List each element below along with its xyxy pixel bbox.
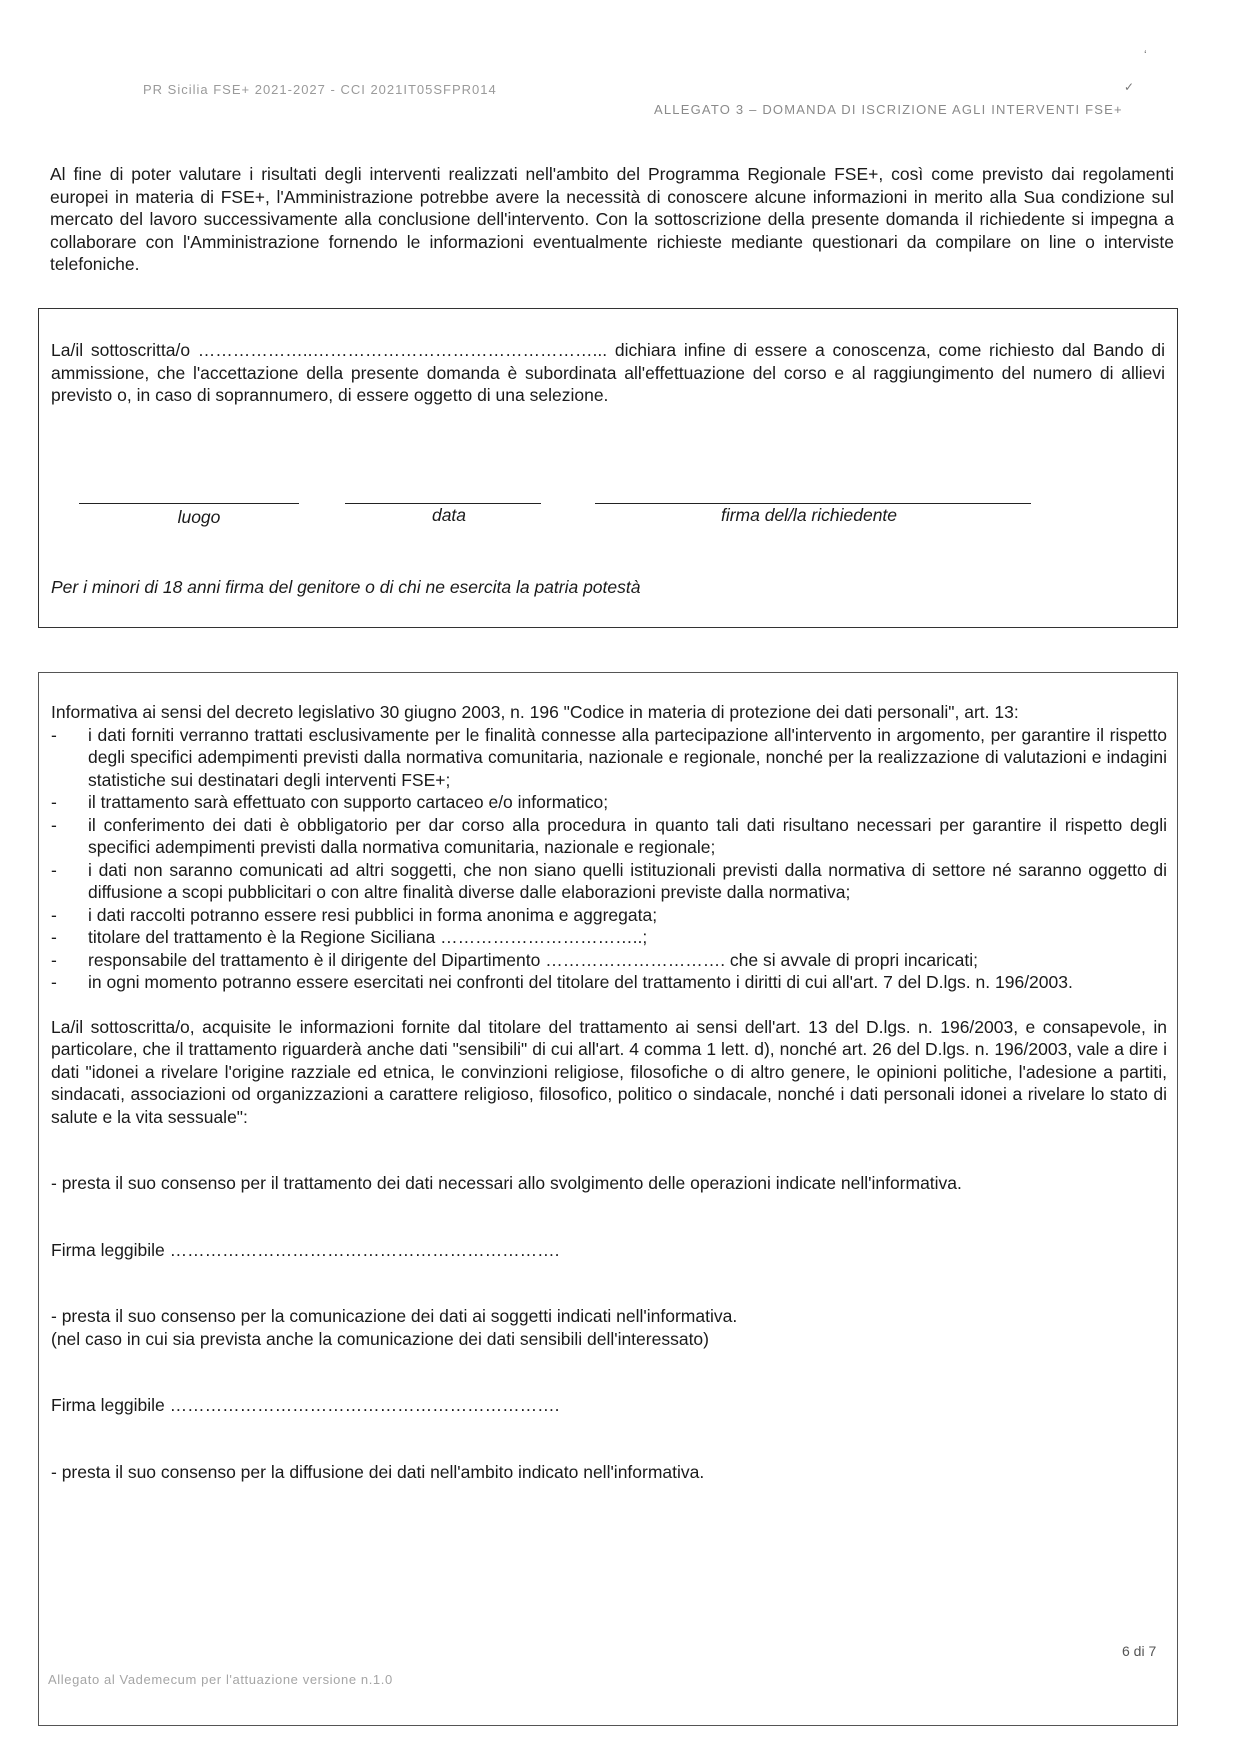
list-item: - i dati forniti verranno trattati esclusivamente per le finalità connesse alla partecipazione all'intervento in argomento, per garantire il rispetto degli specifici adempimenti previsti dalla normativa comunitaria, nazionale e regionale, nonché per la realizzazione di valutazioni e indagini statistiche sui destinatari degli interventi FSE+; [51, 724, 1167, 790]
list-item: - i dati non saranno comunicati ad altri soggetti, che non siano quelli istituzionali previsti dalla normativa di settore né saranno oggetto di diffusione a scopi pubblicitari o con altre finalità diverse dalle elaborazioni previste dalla normativa; [51, 859, 1167, 902]
header-program: PR Sicilia FSE+ 2021-2027 - CCI 2021IT05SFPR014 [143, 82, 497, 97]
consent-diffusion: - presta il suo consenso per la diffusione dei dati nell'ambito indicato nell'informativa. [51, 1461, 705, 1482]
declaration-box [38, 308, 1178, 628]
firma-label: firma del/la richiedente [720, 505, 898, 525]
list-item: - il trattamento sarà effettuato con supporto cartaceo e/o informatico; [51, 792, 609, 812]
luogo-line[interactable] [79, 503, 299, 504]
page-number: 6 di 7 [1122, 1643, 1157, 1659]
header-annex: ALLEGATO 3 – DOMANDA DI ISCRIZIONE AGLI INTERVENTI FSE+ [654, 102, 1123, 117]
data-label: data [431, 505, 467, 525]
list-item: - il conferimento dei dati è obbligatorio per dar corso alla procedura in quanto tali dati risultano necessari per garantire il rispetto degli specifici adempimenti previsti dalla normativa comunitaria, nazionale e regionale; [51, 814, 1167, 857]
informativa-list [51, 724, 1167, 994]
list-item: - in ogni momento potranno essere esercitati nei confronti del titolare del trattamento i diritti di cui all'art. 7 del D.lgs. n. 196/2003. [51, 972, 1073, 992]
scan-mark: ʻ [1144, 48, 1147, 62]
data-line[interactable] [345, 503, 541, 504]
firma-line[interactable] [595, 503, 1031, 504]
consent-processing: - presta il suo consenso per il trattamento dei dati necessari allo svolgimento delle operazioni indicate nell'informativa. [51, 1173, 962, 1193]
firma-leggibile-2[interactable]: Firma leggibile …………………………………………………………. [51, 1395, 560, 1415]
informativa-heading: Informativa ai sensi del decreto legislativo 30 giugno 2003, n. 196 "Codice in materia di protezione dei dati personali", art. 13: [51, 702, 1019, 722]
consent-communication: - presta il suo consenso per la comunicazione dei dati ai soggetti indicati nell'informativa. [51, 1306, 738, 1326]
check-mark: ✓ [1124, 80, 1135, 94]
firma-leggibile-1[interactable]: Firma leggibile …………………………………………………………. [51, 1239, 560, 1260]
consent-communication-note: (nel caso in cui sia prevista anche la comunicazione dei dati sensibili dell'interessato) [51, 1328, 709, 1349]
intro-paragraph: Al fine di poter valutare i risultati degli interventi realizzati nell'ambito del Programma Regionale FSE+, così come previsto dai regolamenti europei in materia di FSE+, l'Amministrazione potrebbe avere la necessità di conoscere alcune informazioni in merito alla Sua condizione sul mercato del lavoro successivamente alla conclusione dell'intervento. Con la sottoscrizione della presente domanda il richiedente si impegna a collaborare con l'Amministrazione fornendo le informazioni eventualmente richieste mediante questionari da compilare on line o interviste telefoniche. [50, 164, 1174, 274]
informativa-box [38, 672, 1178, 1726]
consent-intro: La/il sottoscritta/o, acquisite le informazioni fornite dal titolare del trattamento ai sensi dell'art. 13 del D.lgs. n. 196/2003, e consapevole, in particolare, che il trattamento riguarderà anche dati "sensibili" di cui all'art. 4 comma 1 lett. d), nonché art. 26 del D.lgs. n. 196/2003, vale a dire i dati "idonei a rivelare l'origine razziale ed etnica, le convinzioni religiose, filosofiche o di altro genere, le opinioni politiche, l'adesione a partiti, sindacati, associazioni od organizzazioni a carattere religioso, filosofico, politico o sindacale, nonché i dati personali idonei a rivelare lo stato di salute e la vita sessuale": [51, 1016, 1167, 1127]
minori-note: Per i minori di 18 anni firma del genitore o di chi ne esercita la patria potestà [51, 577, 641, 597]
list-item: - responsabile del trattamento è il dirigente del Dipartimento …………………………. che si avvale di propri incaricati; [51, 949, 978, 970]
declaration-text: La/il sottoscritta/o ………………..…………………………………………... dichiara infine di essere a conoscenza, come richiesto dal Bando di ammissione, che l'accettazione della presente domanda è subordinata all'effettuazione del corso e al raggiungimento del numero di allievi previsto o, in caso di soprannumero, di essere oggetto di una selezione. [51, 340, 1165, 405]
list-item: - i dati raccolti potranno essere resi pubblici in forma anonima e aggregata; [51, 904, 658, 925]
footer-note: Allegato al Vademecum per l'attuazione versione n.1.0 [48, 1672, 393, 1687]
list-item: - titolare del trattamento è la Regione Siciliana ……………………………..; [51, 927, 648, 947]
luogo-label: luogo [177, 507, 221, 527]
